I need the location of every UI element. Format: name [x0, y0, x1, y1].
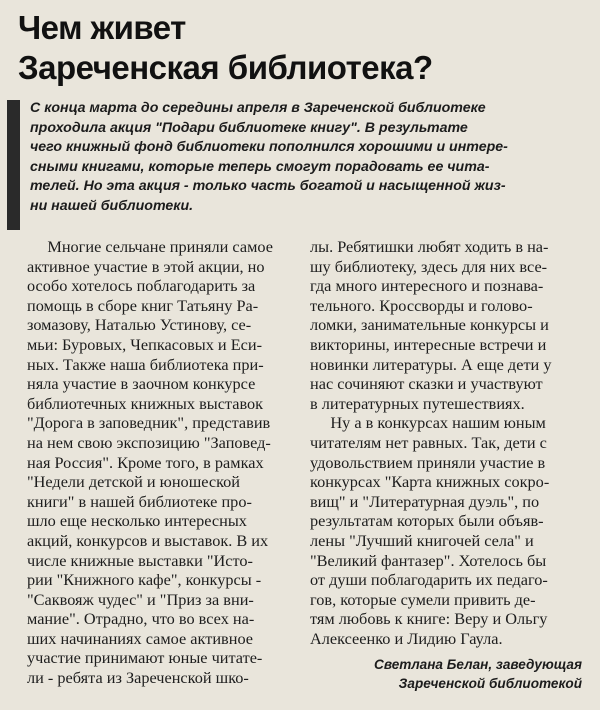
signature-line-1: Светлана Белан, заведующая: [374, 657, 582, 672]
body-line: зомазову, Наталью Устинову, се-: [27, 315, 252, 335]
body-line: читателям нет равных. Так, дети с: [310, 432, 547, 452]
body-line: гов, которые сумели привить де-: [310, 589, 536, 609]
body-line: участие принимают юные читате-: [27, 648, 263, 668]
body-line: тельного. Кроссворды и голово-: [310, 295, 533, 315]
body-line: лены "Лучший книгочей села" и: [310, 530, 534, 550]
headline-line-2: Зареченская библиотека?: [18, 49, 433, 86]
body-line: удовольствием приняли участие в: [310, 452, 546, 472]
body-line: конкурсах "Карта книжных сокро-: [310, 472, 550, 492]
body-line: шло еще несколько интересных: [27, 511, 247, 531]
article-column-right: [310, 237, 594, 648]
body-line: ли - ребята из Зареченской шко-: [27, 668, 249, 688]
body-line: ломки, занимательные конкурсы и: [310, 315, 549, 335]
body-line: вищ" и "Литературная дуэль", по: [310, 491, 540, 511]
body-line: ных. Также наша библиотека при-: [27, 354, 264, 374]
body-line: "Дорога в заповедник", представив: [27, 413, 271, 433]
body-line: ная Россия". Кроме того, в рамках: [27, 452, 264, 472]
body-line: викторины, интересные встречи и: [310, 334, 547, 354]
body-line: от души поблагодарить их педаго-: [310, 570, 548, 590]
article-column-left: [27, 237, 309, 688]
body-line: активное участие в этой акции, но: [27, 256, 265, 276]
lead-line: чего книжный фонд библиотеки пополнился хорошими и интере-: [30, 139, 508, 156]
body-line: акций, конкурсов и выставок. В их: [27, 530, 269, 550]
body-line: Алексеенко и Лидию Гаула.: [310, 628, 503, 648]
body-line: "Саквояж чудес" и "Приз за вни-: [27, 589, 254, 609]
lead-line: сными книгами, которые теперь смогут порадовать ее чита-: [30, 158, 490, 175]
lead-line: С конца марта до середины апреля в Зареченской библиотеке: [30, 100, 486, 116]
body-line: числе книжные выставки "Исто-: [27, 550, 253, 570]
signature-line-2: Зареченской библиотекой: [398, 676, 582, 691]
body-line: библиотечных книжных выставок: [27, 393, 264, 413]
article-lead: [30, 99, 594, 217]
body-line: "Недели детской и юношеской: [27, 472, 241, 492]
lead-line: телей. Но эта акция - только часть богатой и насыщенной жиз-: [30, 178, 506, 195]
body-line: рии "Книжного кафе", конкурсы -: [27, 570, 262, 590]
body-line: результатам которых были объяв-: [310, 511, 544, 531]
body-line: гда много интересного и познава-: [310, 276, 544, 296]
body-line: в литературных путешествиях.: [310, 393, 525, 413]
body-line: Многие сельчане приняли самое: [27, 237, 273, 256]
lead-accent-bar: [7, 100, 20, 230]
body-line: нас сочиняют сказки и участвуют: [310, 374, 543, 394]
body-line: ших начинаниях самое активное: [27, 628, 254, 648]
body-line: книги" в нашей библиотеке про-: [27, 491, 252, 511]
body-line: Ну а в конкурсах нашим юным: [310, 413, 546, 433]
headline-line-1: Чем живет: [18, 9, 186, 46]
body-line: особо хотелось поблагодарить за: [27, 276, 256, 296]
author-signature: [332, 655, 582, 693]
body-line: помощь в сборе книг Татьяну Ра-: [27, 295, 259, 315]
body-line: тям любовь к книге: Веру и Ольгу: [310, 609, 548, 629]
article-headline: [18, 8, 578, 88]
body-line: мьи: Буровых, Чепкасовых и Еси-: [27, 334, 263, 354]
body-line: новинки литературы. А еще дети у: [310, 354, 552, 374]
lead-line: ни нашей библиотеки.: [30, 197, 194, 214]
body-line: няла участие в заочном конкурсе: [27, 374, 256, 394]
body-line: мание". Отрадно, что во всех на-: [27, 609, 255, 629]
body-line: шу библиотеку, здесь для них все-: [310, 256, 548, 276]
body-line: "Великий фантазер". Хотелось бы: [310, 550, 547, 570]
body-line: на нем свою экспозицию "Заповед-: [27, 432, 271, 452]
lead-line: проходила акция "Подари библиотеке книгу". В результате: [30, 119, 468, 136]
body-line: лы. Ребятишки любят ходить в на-: [310, 237, 549, 256]
